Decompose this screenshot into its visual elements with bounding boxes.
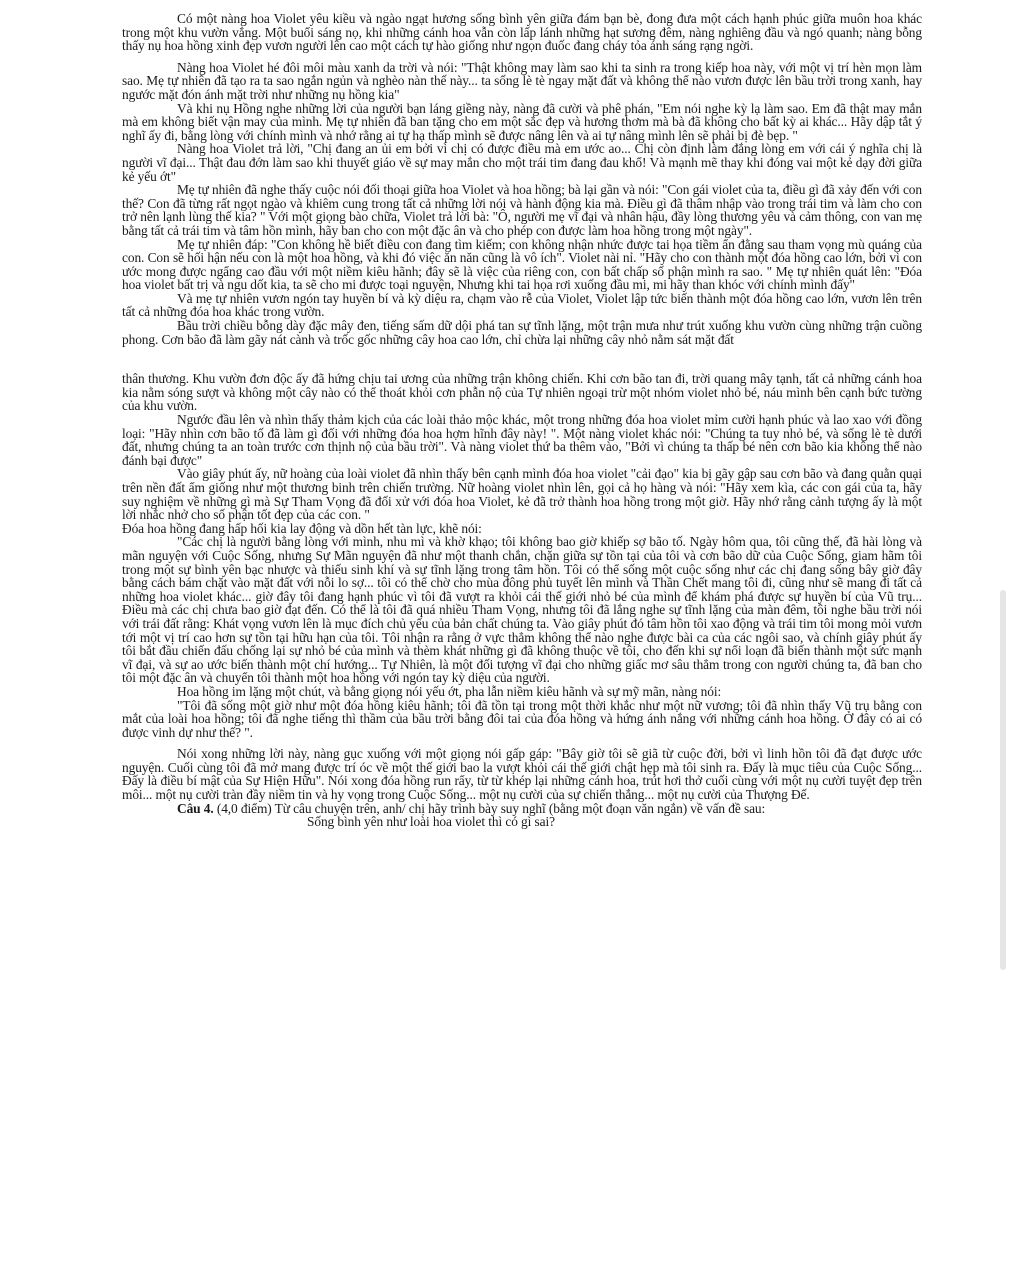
story-paragraph: Ngước đầu lên và nhìn thấy thảm kịch của các loài thảo mộc khác, một trong những đóa hoa violet mỉm cười hạnh phúc và lao xao với đồng loại: "Hãy nhìn cơn bão tố đã làm gì đối với những đóa hoa hợm hĩnh đây này! ". Một nàng violet khác nói: "Chúng ta tuy nhỏ bé, và sống lè tè dưới đất, nhưng chúng ta an toàn trước cơn thịnh nộ của bầu trời". Và nàng violet thứ ba thêm vào, "Bởi vì chúng ta thấp bé nên cơn bão kia không thể nào đánh bại được" (122, 412, 922, 468)
story-paragraph: thân thương. Khu vườn đơn độc ấy đã hứng chịu tai ương của những trận không chiến. Khi cơn bão tan đi, trời quang mây tạnh, tất cả những cánh hoa kia nằm sóng sượt và không một cây nào có thể thoát khỏi cơn phẫn nộ của Tự nhiên ngoại trừ một nhóm violet nhỏ bé, náu mình bên cạnh bức tường của khu vườn. (122, 371, 922, 414)
question-prompt: Sống bình yên như loài hoa violet thì có gì sai? (307, 814, 555, 830)
story-paragraph: Và khi nụ Hồng nghe những lời của người bạn láng giềng này, nàng đã cười và phê phán, "Em nói nghe kỳ lạ làm sao. Em đã thật may mắn mà em không biết vận may của mình. Mẹ tự nhiên đã ban tặng cho em một sắc đẹp và hương thơm mà bà đã không cho bất kỳ ai khác... Hãy dập tắt ý nghĩ ấy đi, bằng lòng với chính mình và nhớ rằng ai tự hạ thấp mình sẽ được nâng lên và ai tự nâng mình lên sẽ phải bị đè bẹp. " (122, 100, 922, 143)
story-paragraph: Nàng hoa Violet trả lời, "Chị đang an ủi em bởi vì chị có được điều mà em ước ao... Chị còn định làm đắng lòng em với cái ý nghĩa chị là người vĩ đại... Thật đau đớn làm sao khi thuyết giáo về sự may mắn cho một trái tim đang đau khổ! Và mạnh mẽ thay khi đóng vai một kẻ dạy đời giữa kẻ yếu ớt" (122, 141, 922, 184)
question-label: Câu 4. (177, 800, 214, 816)
story-paragraph: Mẹ tự nhiên đã nghe thấy cuộc nói đối thoại giữa hoa Violet và hoa hồng; bà lại gần và nói: "Con gái violet của ta, điều gì đã xảy đến với con thế? Con đã từng rất ngọt ngào và khiêm cung trong tất cả những lời nói và hành động kia mà. Điều gì đã thâm nhập vào trong trái tim và làm cho con trở nên lạnh lùng thế kia? " Với một giọng bào chữa, Violet trả lời bà: "Ô, người mẹ vĩ đại và nhân hậu, đầy lòng thương yêu và cảm thông, con van mẹ bằng tất cả trái tim và tâm hồn mình, hãy ban cho con một đặc ân và cho phép con được làm hoa hồng trong một ngày". (122, 182, 922, 238)
story-paragraph: Nàng hoa Violet hé đôi môi màu xanh da trời và nói: "Thật không may làm sao khi ta sinh ra trong kiếp hoa này, với một vị trí hèn mọn làm sao. Mẹ tự nhiên đã tạo ra ta sao ngắn ngủn và nghèo nàn thế này... ta sống lè tè ngay mặt đất và không thể nào vươn được lên bầu trời trong xanh, hay ngước mặt đón ánh mặt trời như những nụ hồng kia" (122, 59, 922, 102)
scrollbar[interactable] (1000, 590, 1006, 970)
story-paragraph: Hoa hồng im lặng một chút, và bằng giọng nói yếu ớt, pha lẫn niềm kiêu hãnh và sự mỹ mãn, nàng nói: (177, 683, 722, 699)
document-page (122, 12, 922, 829)
story-paragraph: Nói xong những lời này, nàng gục xuống với một giọng nói gấp gáp: "Bây giờ tôi sẽ giã từ cuộc đời, bởi vì linh hồn tôi đã đạt được ước nguyện. Cuối cùng tôi đã mở mang được trí óc về một thế giới bao la vượt khỏi cái thế giới chật hẹp mà tôi sinh ra. Đấy là mục tiêu của Cuộc Sống... Đấy là điều bí mật của Sự Hiện Hữu". Nói xong đóa hồng run rẩy, từ từ khép lại những cánh hoa, trút hơi thở cuối cùng với một nụ cười tuyệt đẹp trên môi... một nụ cười tràn đầy niềm tin và hy vọng trong Cuộc Sống... một nụ cười của sự chiến thắng... một nụ cười của Thượng Đế. (122, 746, 922, 803)
story-paragraph: Đóa hoa hồng đang hấp hối kia lay động và dồn hết tàn lực, khẽ nói: (122, 520, 482, 536)
story-paragraph: Mẹ tự nhiên đáp: "Con không hề biết điều con đang tìm kiếm; con không nhận nhức được tai họa tiềm ẩn đằng sau tham vọng mù quáng của con. Con sẽ hối hận nếu con là một hoa hồng, và khi đó việc ăn năn cũng là vô ích". Violet nài nỉ. "Hãy cho con thành một đóa hồng cao lớn, bởi vì con ước mong được ngẩng cao đầu với một niềm kiêu hãnh; đây sẽ là việc của riêng con, con bất chấp số phận mình ra sao. " Mẹ tự nhiên quát lên: "Đóa hoa violet bất trị và ngu dốt kia, ta sẽ cho mi được toại nguyện, Nhưng khi tai họa rơi xuống đầu mi, mi hãy than khóc với chính mình đấy" (122, 236, 922, 293)
story-paragraph: "Các chị là người bằng lòng với mình, nhu mì và khờ khạo; tôi không bao giờ khiếp sợ bão tố. Ngày hôm qua, tôi cũng thế, đã hài lòng và mãn nguyện với Cuộc Sống, nhưng Sự Mãn nguyện đã như một thanh chắn, chặn giữa sự tồn tại của tôi và cơn bão dữ của Cuộc Sống, giam hãm tôi trong một sự bình yên bạc nhược và thiếu sinh khí và sự tĩnh lặng trong tâm hồn. Tôi có thể sống một cuộc sống như các chị đang sống bây giờ đây bằng cách bám chặt vào mặt đất với nỗi lo sợ... tôi có thể chờ cho mùa đông phủ tuyết lên mình và Thần Chết mang tôi đi, cũng như sẽ mang đi tất cả những hoa violet khác... giờ đây tôi đang hạnh phúc vì tôi đã vượt ra khỏi cái thế giới nhỏ bé của mình để khám phá được sự huyền bí của Vũ trụ... Điều mà các chị chưa bao giờ đạt đến. Có thể là tôi đã quá nhiều Tham Vọng, nhưng tôi đã lắng nghe sự tĩnh lặng của màn đêm, tôi nghe bầu trời nói với trái đất rằng: Khát vọng vươn lên là mục đích chủ yếu của bản chất chúng ta. Vào giây phút đó tâm hồn tôi xao động và trái tim tôi mong mỏi vươn tới một vị trí cao hơn sự tồn tại hữu hạn của tôi. Tôi nhận ra rằng ở vực thẳm không thể nào nghe được bài ca của các ngôi sao, và chính giây phút ấy tôi bắt đầu chiến đấu chống lại sự nhỏ bé của mình và thèm khát những gì đã không thuộc về tôi, cho đến khi sự nổi loạn đã biến thành một sức mạnh vĩ đại, và sự ao ước biến thành một chí hướng... Tự Nhiên, là một đối tượng vĩ đại cho những giấc mơ sâu thẳm trong con người chúng ta, đã ban cho tôi một đặc ân và chuyển tôi thành một hoa hồng với ngón tay kỳ diệu của người. (122, 534, 922, 686)
story-paragraph: "Tôi đã sống một giờ như một đóa hồng kiêu hãnh; tôi đã tồn tại trong một thời khắc như một nữ vương; tôi đã nhìn thấy Vũ trụ bằng con mắt của loài hoa hồng; tôi đã nghe tiếng thì thầm của bầu trời bằng đôi tai của đóa hồng và hứng ánh nắng với những cánh hoa hồng. Ở đây có ai có được vinh dự như thế? ". (122, 697, 922, 740)
question-text: (4,0 điểm) Từ câu chuyện trên, anh/ chị hãy trình bày suy nghĩ (bằng một đoạn văn ngắn) về vấn đề sau: (213, 800, 766, 816)
story-paragraph: Vào giây phút ấy, nữ hoàng của loài violet đã nhìn thấy bên cạnh mình đóa hoa violet "cải đạo" kia bị gãy gập sau cơn bão và đang quằn quại trên nền đất ẩm giống như một thương binh trên chiến trường. Nữ hoàng violet nhìn lên, gọi cả họ hàng và nói: "Hãy xem kìa, các con gái của ta, hãy suy nghiệm về những gì mà Sự Tham Vọng đã đối xử với đóa hoa Violet, kẻ đã trở thành hoa hồng trong một giờ. Hãy nhớ rằng cảnh tượng ấy là một lời nhắc nhở cho số phận tốt đẹp của các con. " (122, 466, 922, 523)
story-paragraph: Có một nàng hoa Violet yêu kiều và ngào ngạt hương sống bình yên giữa đám bạn bè, đong đưa một cách hạnh phúc giữa muôn hoa khác trong một khu vườn vắng. Một buổi sáng nọ, khi những cánh hoa vẫn còn lấp lánh những hạt sương đêm, nàng nghiêng đầu và ngó quanh; nàng bỗng thấy nụ hoa hồng xinh đẹp vươn người lên cao một cách tự hào giống như ngọn đuốc đang cháy tỏa ánh sáng rạng ngời. (122, 11, 922, 54)
question (122, 802, 922, 816)
page-break (122, 346, 922, 372)
story-paragraph: Và mẹ tự nhiên vươn ngón tay huyền bí và kỳ diệu ra, chạm vào rễ của Violet, Violet lập tức biến thành một đóa hồng cao lớn, vươn lên trên tất cả những đóa hoa khác trong vườn. (122, 290, 922, 320)
story-paragraph: Bầu trời chiều bỗng dày đặc mây đen, tiếng sấm dữ dội phá tan sự tĩnh lặng, một trận mưa như trút xuống khu vườn cùng những trận cuồng phong. Cơn bão đã làm gãy nát cành và trốc gốc những cây hoa cao lớn, chỉ chừa lại những cây nhỏ nằm sát mặt đất (122, 318, 922, 347)
